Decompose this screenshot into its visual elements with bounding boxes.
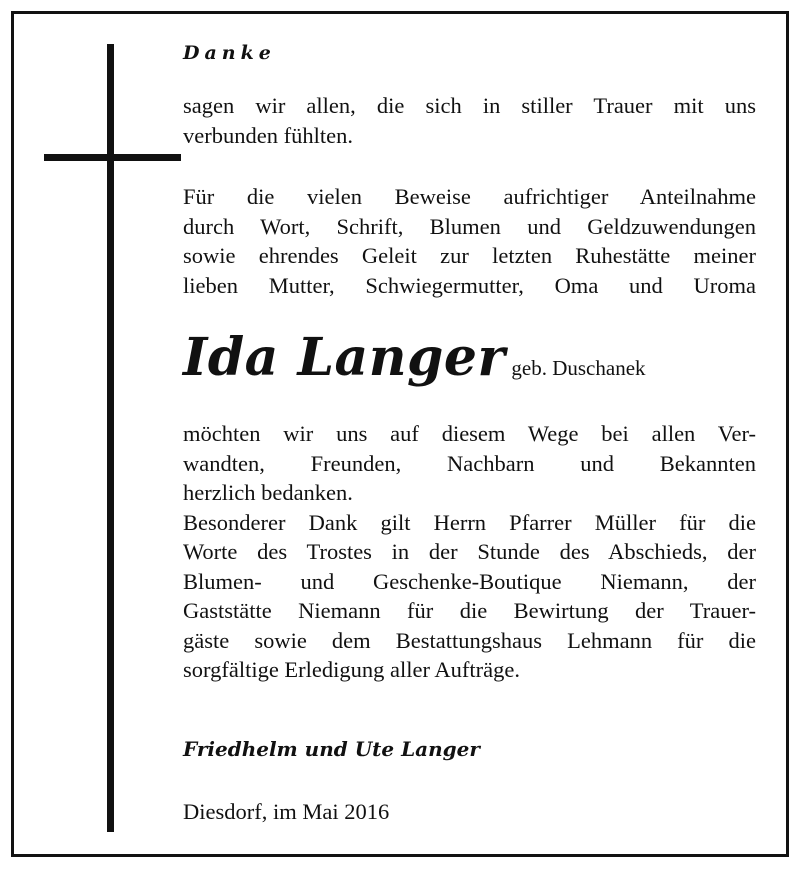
text-line: herzlich bedanken. [183,480,353,505]
deceased-name: Ida Langer [183,327,506,388]
cross-horizontal-beam [44,154,181,161]
cross-vertical-beam [107,44,114,832]
closing-paragraph [183,419,756,685]
text-line: sowie ehrendes Geleit zur letzten Ruhestätte meiner [183,243,756,268]
text-line: Für die vielen Beweise aufrichtiger Anteilnahme [183,184,756,209]
thanks-paragraph [183,182,756,300]
notice-heading: Danke [183,42,276,64]
text-line: durch Wort, Schrift, Blumen und Geldzuwendungen [183,213,756,239]
text-line: möchten wir uns auf diesem Wege bei allen Ver- [183,421,756,446]
text-line: gäste sowie dem Bestattungshaus Lehmann für die [183,627,756,653]
text-line: verbunden fühlten. [183,122,353,148]
text-line: lieben Mutter, Schwiegermutter, Oma und Uroma [183,272,756,298]
signature: Friedhelm und Ute Langer [183,737,480,761]
deceased-name-row [183,328,646,388]
text-line: wandten, Freunden, Nachbarn und Bekannten [183,450,756,476]
text-line: Blumen- und Geschenke-Boutique Niemann, der [183,568,756,594]
maiden-name: geb. Duschanek [511,356,646,380]
text-line: Gaststätte Niemann für die Bewirtung der Trauer- [183,598,756,623]
text-line: Besonderer Dank gilt Herrn Pfarrer Müller für die [183,509,756,535]
text-line: sorgfältige Erledigung aller Aufträge. [183,657,520,682]
intro-paragraph [183,91,756,150]
text-line: Worte des Trostes in der Stunde des Abschieds, der [183,539,756,564]
place-date: Diesdorf, im Mai 2016 [183,799,390,824]
text-line: sagen wir allen, die sich in stiller Trauer mit uns [183,93,756,118]
